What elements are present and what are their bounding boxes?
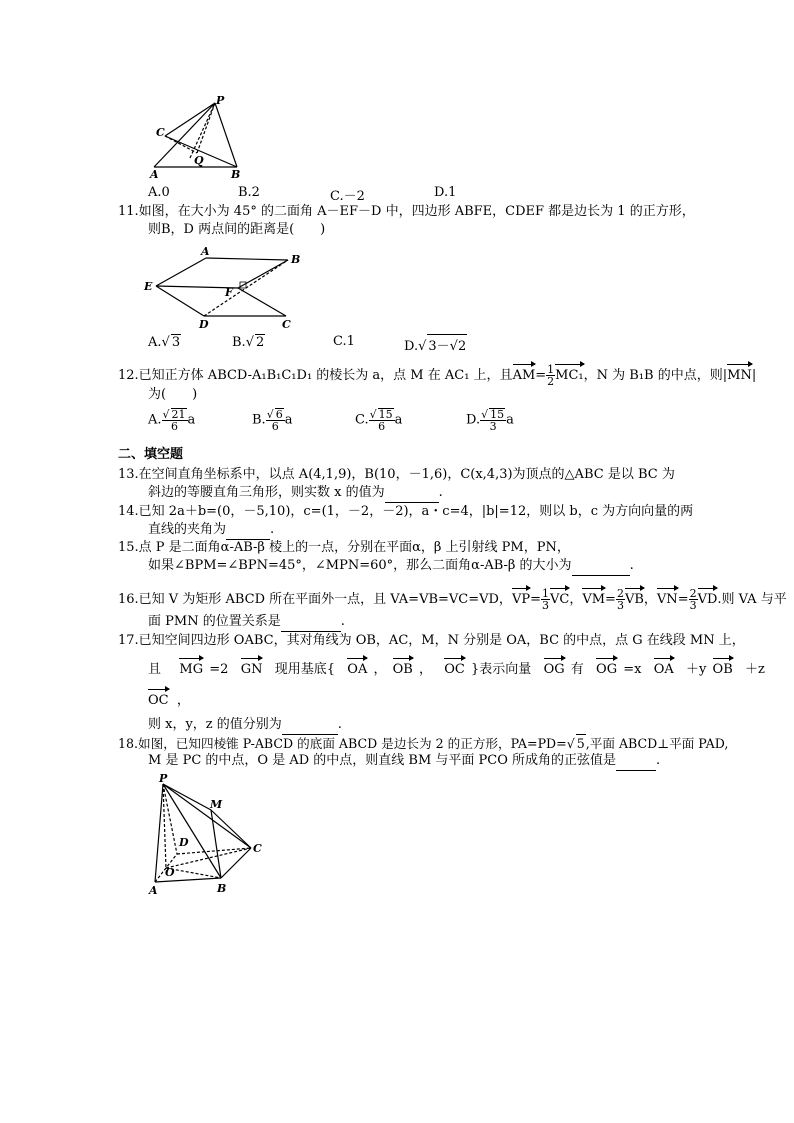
label-e: E — [144, 280, 153, 293]
label-a: A — [150, 168, 159, 180]
figure-q11-dihedral — [140, 244, 310, 330]
label-d: D — [199, 318, 209, 330]
label-b: B — [217, 882, 227, 895]
q14-line1: 14.已知 2a＋b=(0，－5,10)，c=(1，－2，－2)，a・c=4，|b|=12，则以 b，c 为方向向量的两 — [118, 504, 694, 519]
q12-line1: 12.已知正方体 ABCD-A₁B₁C₁D₁ 的棱长为 a，点 M 在 AC₁ 上，且AM= $\frac{1}{2}$ MC₁，N 为 B₁B 的中点，则|MN| — [118, 363, 757, 388]
label-p: P — [216, 96, 225, 107]
label-c: C — [282, 318, 291, 330]
q12-line2: 为( ) — [148, 387, 198, 402]
label-p: P — [159, 772, 168, 785]
label-b: B — [291, 253, 301, 266]
q11-option-d: D.√ 3－√2 — [404, 334, 467, 354]
figure-q10-pyramid — [145, 96, 245, 180]
q18-line2: M 是 PC 的中点，O 是 AD 的中点，则直线 BM 与平面 PCO 所成角的正弦值是 . — [148, 752, 660, 771]
q12-option-b: B. $\frac{√ 6}{6}$ a — [252, 408, 293, 433]
q17-line1: 17.已知空间四边形 OABC，其对角线为 OB，AC，M，N 分别是 OA，BC 的中点，点 G 在线段 MN 上， — [118, 633, 745, 648]
q15-line2: 如果∠BPM=∠BPN=45°，∠MPN=60°，那么二面角α-AB-β 的大小为 . — [148, 557, 634, 576]
label-q: Q — [194, 154, 204, 167]
q12-option-a: A. $\frac{√ 21}{6}$ a — [148, 408, 196, 433]
q17-line3: OC ， — [148, 693, 190, 708]
q16-line2: 面 PMN 的位置关系是 . — [148, 613, 345, 632]
figure-q18-pyramid — [145, 772, 265, 896]
q10-option-a: A.0 — [148, 185, 170, 200]
q16-line1: 16.已知 V 为矩形 ABCD 所在平面外一点，且 VA=VB=VC=VD，VP= $\frac{1}{3}$ VC，VM= $\frac{2}{3}$ VB，VN= $\frac{2}{3}$ VD.则 VA 与平 — [118, 587, 787, 612]
label-d: D — [179, 836, 189, 849]
label-c: C — [156, 126, 165, 139]
q13-line2: 斜边的等腰直角三角形，则实数 x 的值为 . — [148, 484, 443, 503]
q10-option-c: C.－2 — [330, 189, 365, 204]
q11-option-a: A.√ 3 — [148, 335, 181, 350]
q18-line1: 18.如图，已知四棱锥 P-ABCD 的底面 ABCD 是边长为 2 的正方形，PA=PD=√ 5,平面 ABCD⊥平面 PAD, — [118, 736, 729, 751]
q13-line1: 13.在空间直角坐标系中，以点 A(4,1,9)，B(10，－1,6)，C(x,4,3)为顶点的△ABC 是以 BC 为 — [118, 467, 675, 482]
label-m: M — [210, 798, 223, 811]
q10-option-d: D.1 — [434, 185, 457, 200]
q11-line1: 11.如图，在大小为 45° 的二面角 A－EF－D 中，四边形 ABFE，CDEF 都是边长为 1 的正方形， — [118, 204, 695, 219]
q17-line2: 且 MG =2 GN 现用基底{ OA ， OB ， OC }表示向量 OG 有 OG =x OA ＋y OB ＋z — [148, 662, 765, 677]
q11-option-c: C.1 — [333, 334, 355, 349]
label-b: B — [231, 168, 241, 180]
q15-line1: 15.点 P 是二面角α-AB-β 棱上的一点，分别在平面α，β 上引射线 PM，PN， — [118, 540, 570, 555]
q14-line2: 直线的夹角为 . — [148, 521, 274, 540]
section-fill-in-title: 二、填空题 — [118, 447, 184, 462]
q10-option-b: B.2 — [238, 185, 260, 200]
q11-line2: 则B，D 两点间的距离是( ) — [148, 222, 326, 237]
label-o: O — [165, 866, 175, 879]
q11-option-b: B.√ 2 — [232, 335, 265, 350]
label-c: C — [253, 842, 262, 855]
q12-option-d: D. $\frac{√ 15}{3}$ a — [466, 408, 514, 433]
label-f: F — [225, 286, 233, 299]
q12-option-c: C. $\frac{√ 15}{6}$ a — [355, 408, 403, 433]
q17-line4: 则 x，y，z 的值分别为 . — [148, 716, 342, 735]
label-a: A — [201, 245, 210, 258]
label-a: A — [149, 884, 158, 896]
